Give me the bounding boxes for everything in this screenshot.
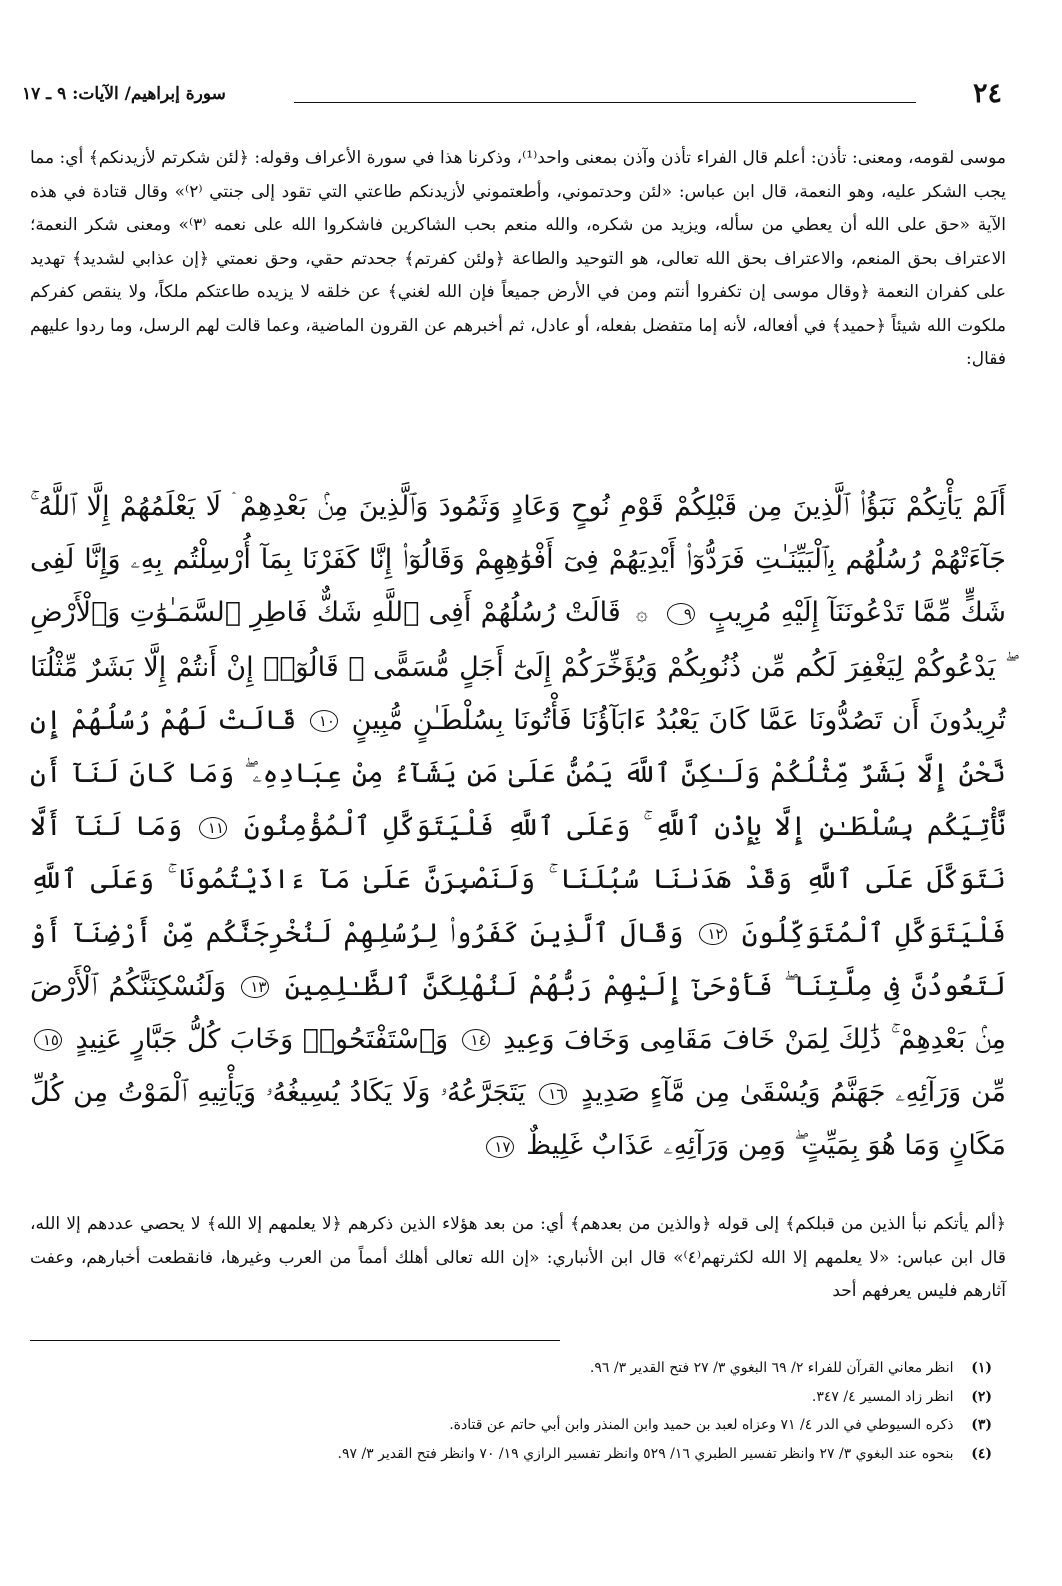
ayah-14: وَلَنُسْكِنَنَّكُمُ ٱلْأَرْضَ مِنۢ بَعْدِهِمْ ۚ ذَٰلِكَ لِمَنْ خَافَ مَقَامِى وَخَافَ وَعِيدِ <box>30 970 1006 1055</box>
ayah-17: يَتَجَرَّعُهُۥ وَلَا يَكَادُ يُسِيغُهُۥ وَيَأْتِيهِ ٱلْمَوْتُ مِن كُلِّ مَكَانٍ وَمَا هُوَ بِمَيِّتٍ ۖ وَمِن وَرَآئِهِۦ عَذَابٌ غَلِيظٌ <box>30 1077 1006 1162</box>
footnote-4 <box>40 1440 992 1469</box>
footnotes <box>40 1354 992 1468</box>
footnote-text: ذكره السيوطي في الدر ٤/ ٧١ وعزاه لعبد بن حميد وابن المنذر وابن أبي حاتم عن قتادة. <box>449 1417 954 1433</box>
hizb-icon: ۞ <box>635 601 648 626</box>
ayah-number-16: ١٦ <box>539 1083 567 1105</box>
surah-info: سورة إبراهيم/ الآيات: ٩ ـ ١٧ <box>22 84 226 104</box>
ayah-number-9: ٩ <box>667 603 695 625</box>
footnote-3 <box>40 1411 992 1440</box>
ayah-number-15: ١٥ <box>34 1029 62 1051</box>
header-rule <box>294 102 916 103</box>
footnote-text: بنحوه عند البغوي ٣/ ٢٧ وانظر تفسير الطبري ١٦/ ٥٢٩ وانظر تفسير الرازي ١٩/ ٧٠ وانظر فتح القدير ٣/ ٩٧. <box>337 1445 954 1462</box>
footnote-1 <box>40 1354 992 1383</box>
ayah-12: وَمَا لَنَآ أَلَّا نَتَوَكَّلَ عَلَى ٱللَّهِ وَقَدْ هَدَىٰنَا سُبُلَنَا ۚ وَلَنَصْبِرَنَّ عَلَىٰ مَآ ءَاذَيْتُمُونَا ۚ وَعَلَى ٱللَّهِ فَلْيَتَوَكَّلِ ٱلْمُتَوَكِّلُونَ <box>30 811 1006 949</box>
ayah-15: وَٱسْتَفْتَحُوا۟ وَخَابَ كُلُّ جَبَّارٍ عَنِيدٍ <box>75 1023 449 1055</box>
ayah-number-14: ١٤ <box>462 1029 490 1051</box>
ayah-number-13: ١٣ <box>241 976 269 998</box>
footnote-text: انظر زاد المسير ٤/ ٣٤٧. <box>811 1388 954 1405</box>
footnote-text: انظر معاني القرآن للفراء ٢/ ٦٩ البغوي ٣/ ٢٧ فتح القدير ٣/ ٩٦. <box>589 1360 954 1376</box>
page-number: ٢٤ <box>972 78 1002 109</box>
commentary-block <box>30 142 1006 377</box>
ayah-9: أَلَمْ يَأْتِكُمْ نَبَؤُا۟ ٱلَّذِينَ مِن قَبْلِكُمْ قَوْمِ نُوحٍ وَعَادٍ وَثَمُودَ وَٱلَّذِينَ مِنۢ بَعْدِهِمْ ۛ لَا يَعْلَمُهُمْ إِلَّا ٱللَّهُ ۚ جَآءَتْهُمْ رُسُلُهُم بِٱلْبَيِّنَـٰتِ فَرَدُّوٓا۟ أَيْدِيَهُمْ فِىٓ أَفْوَٰهِهِمْ وَقَالُوٓا۟ إِنَّا كَفَرْنَا بِمَآ أُرْسِلْتُم بِهِۦ وَإِنَّا لَفِى شَكٍّ مِّمَّا تَدْعُونَنَآ إِلَيْهِ مُرِيبٍ <box>30 491 1006 629</box>
ayah-13: وَقَالَ ٱلَّذِينَ كَفَرُوا۟ لِرُسُلِهِمْ لَنُخْرِجَنَّكُم مِّنْ أَرْضِنَآ أَوْ لَتَعُودُنَّ فِى مِلَّتِنَا ۖ فَأَوْحَىٰٓ إِلَيْهِمْ رَبُّهُمْ لَنُهْلِكَنَّ ٱلظَّـٰلِمِينَ <box>30 917 1006 1002</box>
ayah-11: قَالَتْ لَهُمْ رُسُلُهُمْ إِن نَّحْنُ إِلَّا بَشَرٌ مِّثْلُكُمْ وَلَـٰكِنَّ ٱللَّهَ يَمُنُّ عَلَىٰ مَن يَشَآءُ مِنْ عِبَادِهِۦ ۖ وَمَا كَانَ لَنَآ أَن نَّأْتِيَكُم بِسُلْطَـٰنٍ إِلَّا بِإِذْنِ ٱللَّهِ ۚ وَعَلَى ٱللَّهِ فَلْيَتَوَكَّلِ ٱلْمُؤْمِنُونَ <box>30 704 1007 843</box>
ayah-number-10: ١٠ <box>310 710 338 732</box>
footnote-number: (٢) <box>971 1388 992 1405</box>
ayah-number-11: ١١ <box>199 817 227 839</box>
ayah-number-12: ١٢ <box>699 923 727 945</box>
footnote-rule <box>30 1340 560 1341</box>
footnote-number: (١) <box>971 1360 992 1376</box>
commentary-after-paragraph: ﴿ألم يأتكم نبأ الذين من قبلكم﴾ إلى قوله ﴿والذين من بعدهم﴾ أي: من بعد هؤلاء الذين ذكرهم ﴿لا يعلمهم إلا الله﴾ لا يحصي عددهم إلا الله، قال ابن عباس: «لا يعلمهم إلا الله لكثرتهم⁽٤⁾» قال ابن الأنباري: «إن الله تعالى أهلك أمماً من العرب وغيرها، فانقطعت أخبارهم، وعفت آثارهم فليس يعرفهم أحد <box>30 1214 1006 1301</box>
footnote-number: (٤) <box>971 1445 992 1462</box>
ayah-number-17: ١٧ <box>486 1136 514 1158</box>
commentary-after-block <box>30 1208 1006 1309</box>
ayah-16: مِّن وَرَآئِهِۦ جَهَنَّمُ وَيُسْقَىٰ مِن مَّآءٍ صَدِيدٍ <box>581 1077 1006 1109</box>
page-header <box>22 80 1002 116</box>
commentary-paragraph: موسى لقومه، ومعنى: تأذن: أعلم قال الفراء تأذن وآذن بمعنى واحد⁽¹⁾، وذكرنا هذا في سورة الأعراف وقوله: ﴿لئن شكرتم لأزيدنكم﴾ أي: مما يجب الشكر عليه، وهو النعمة، قال ابن عباس: «لئن وحدتموني، وأطعتموني لأزيدنكم طاعتي التي تقود إلى جنتي ⁽٢⁾» وقال قتادة في هذه الآية «حق على الله أن يعطي من سأله، ويزيد من شكره، والله منعم بحب الشاكرين فاشكروا الله على نعمه ⁽٣⁾» ومعنى شكر النعمة؛ الاعتراف بحق المنعم، والاعتراف بحق الله تعالى، هو التوحيد والطاعة ﴿ولئن كفرتم﴾ جحدتم حقي، وحق نعمتي ﴿إن عذابي لشديد﴾ تهديد على كفران النعمة ﴿وقال موسى إن تكفروا أنتم ومن في الأرض جميعاً فإن الله لغني﴾ عن خلقه لا يزيده طاعتكم ملكاً، ولا ينقص كفركم ملكوت الله شيئاً ﴿حميد﴾ في أفعاله، لأنه إما متفضل بفعله، أو عادل، ثم أخبرهم عن القرون الماضية، وعما قالت لهم الرسل، وما ردوا عليهم فقال: <box>30 148 1006 369</box>
ayah-10: قَالَتْ رُسُلُهُمْ أَفِى ٱللَّهِ شَكٌّ فَاطِرِ ٱلسَّمَـٰوَٰتِ وَٱلْأَرْضِ ۖ يَدْعُوكُمْ لِيَغْفِرَ لَكُم مِّن ذُنُوبِكُمْ وَيُؤَخِّرَكُمْ إِلَىٰٓ أَجَلٍ مُّسَمًّى ۚ قَالُوٓا۟ إِنْ أَنتُمْ إِلَّا بَشَرٌ مِّثْلُنَا تُرِيدُونَ أَن تَصُدُّونَا عَمَّا كَانَ يَعْبُدُ ءَابَآؤُنَا فَأْتُونَا بِسُلْطَـٰنٍ مُّبِينٍ <box>30 597 1006 736</box>
footnote-2 <box>40 1383 992 1412</box>
quran-verses <box>30 480 1006 1173</box>
footnote-number: (٣) <box>971 1417 992 1433</box>
